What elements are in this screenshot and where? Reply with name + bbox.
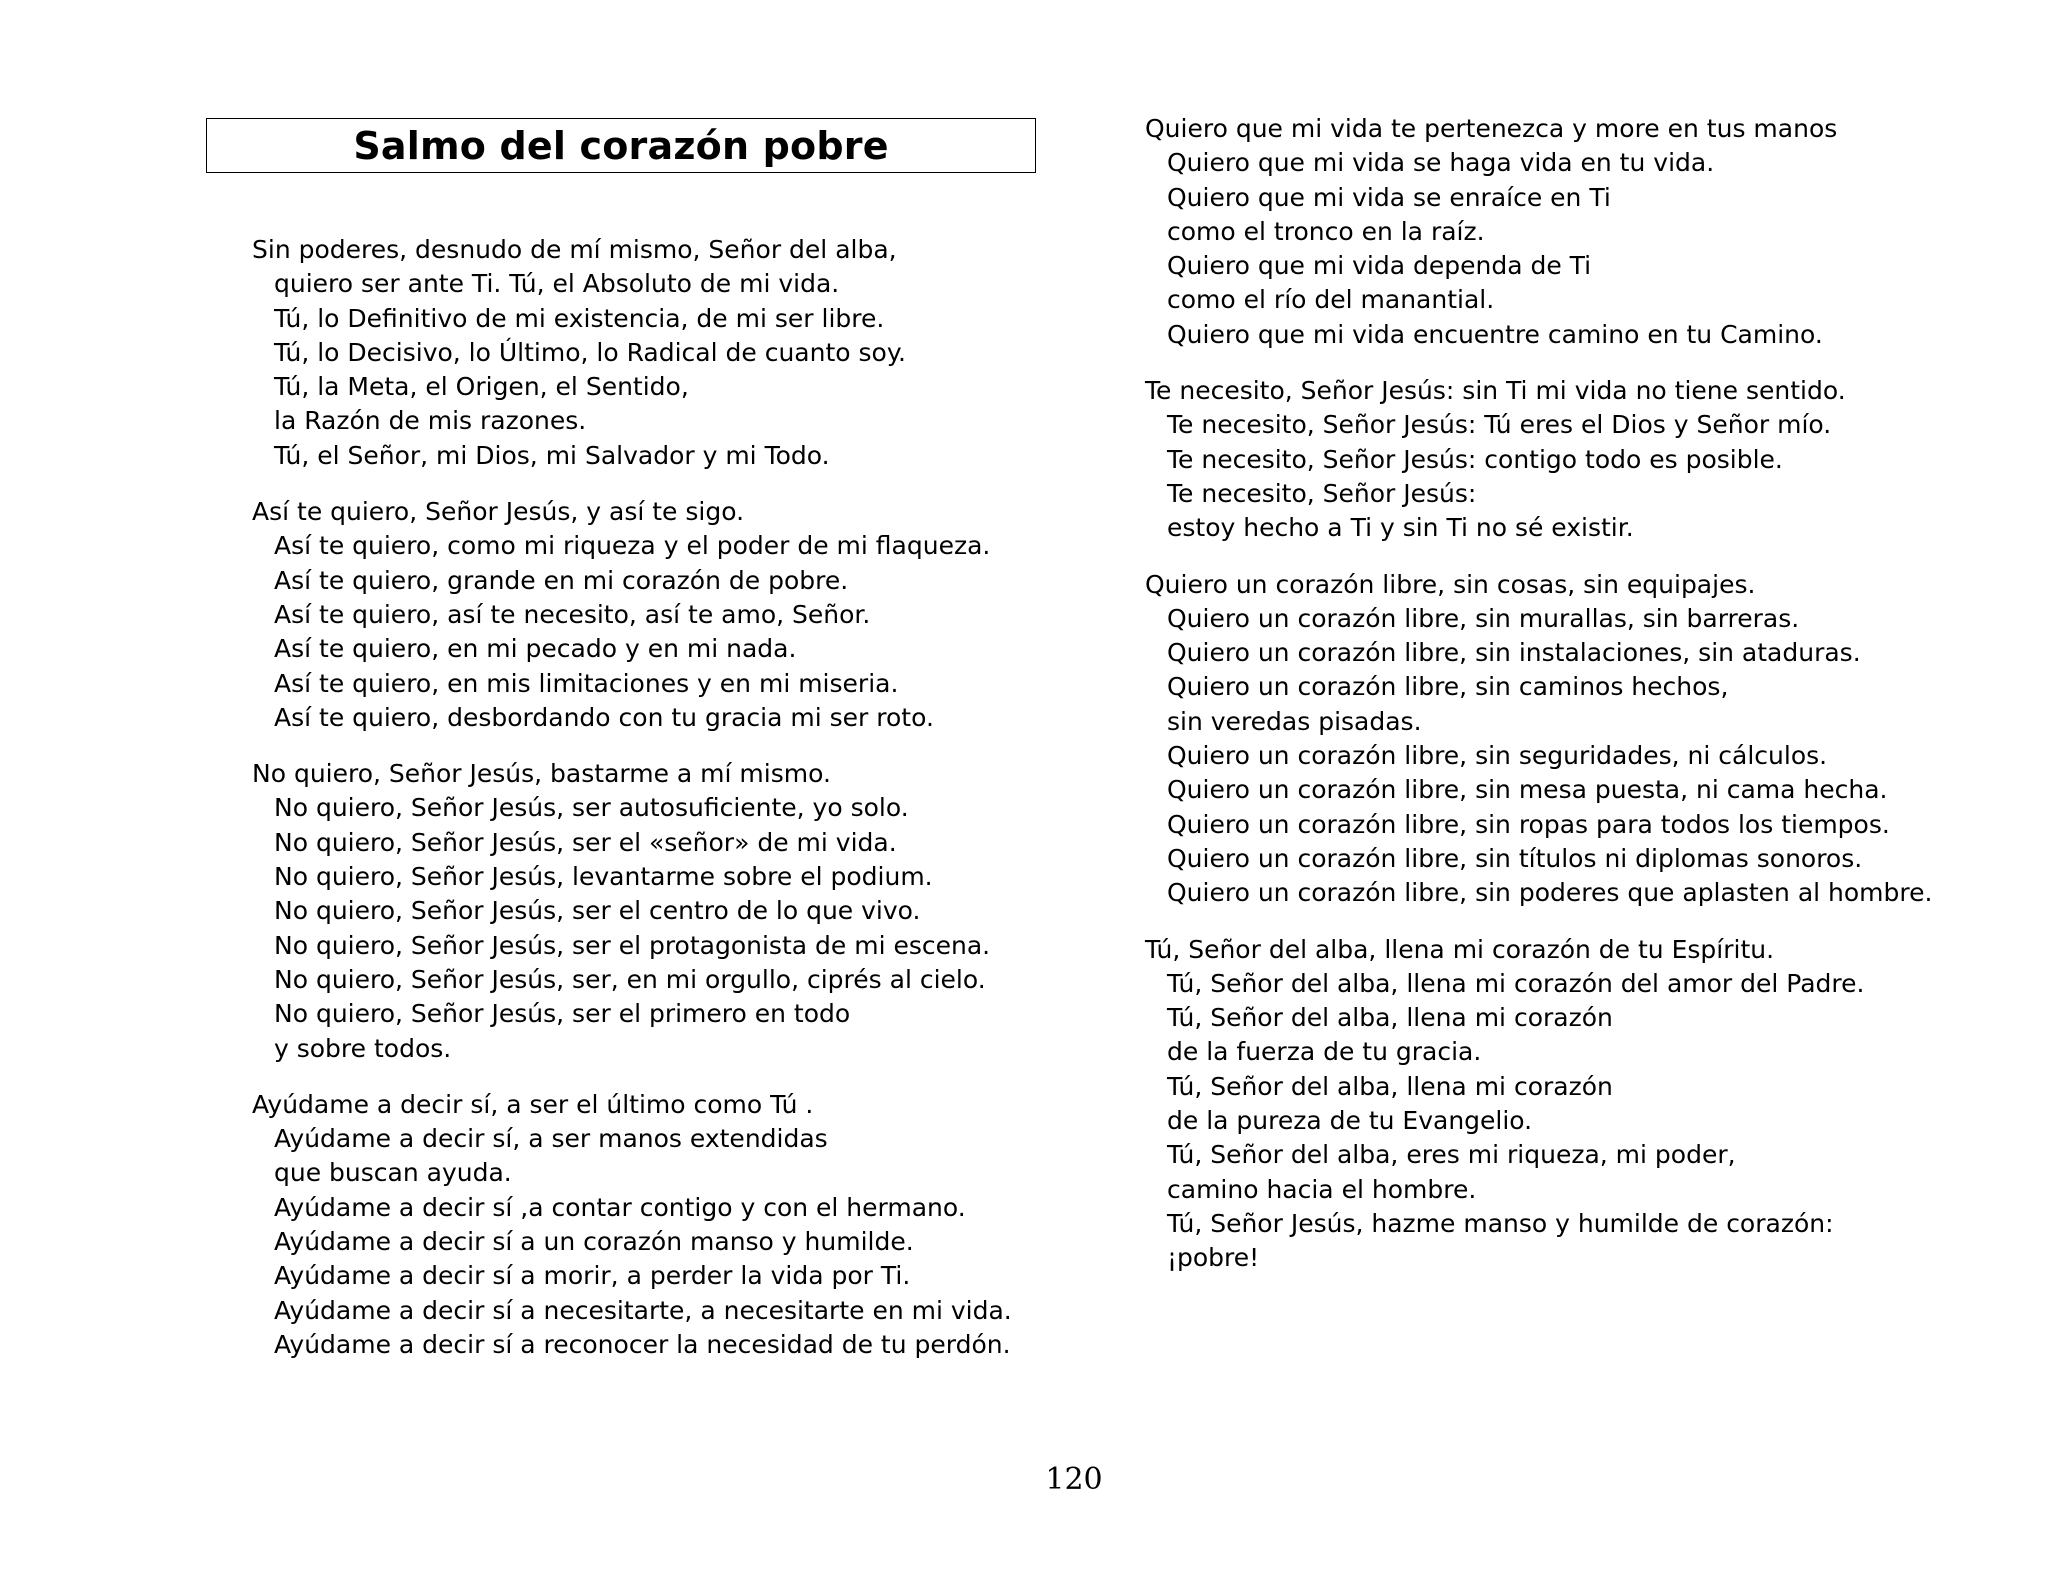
verse-line: Quiero un corazón libre, sin instalaciones, sin ataduras.	[1167, 638, 1861, 668]
verse-line: Ayúdame a decir sí a necesitarte, a necesitarte en mi vida.	[274, 1295, 1012, 1325]
left-column	[252, 233, 1012, 1384]
verse-line: No quiero, Señor Jesús, bastarme a mí mismo.	[252, 759, 831, 789]
verse-line: Quiero que mi vida se haga vida en tu vida.	[1167, 148, 1715, 178]
verse-line: Quiero un corazón libre, sin cosas, sin equipajes.	[1145, 569, 1756, 599]
verse-line: de la pureza de tu Evangelio.	[1167, 1106, 1533, 1136]
verse-line: Quiero que mi vida se enraíce en Ti	[1167, 182, 1611, 212]
verse-line: Quiero que mi vida dependa de Ti	[1167, 251, 1592, 281]
verse-line: Tú, Señor Jesús, hazme manso y humilde de corazón:	[1167, 1208, 1834, 1238]
verse-line: Tú, lo Decisivo, lo Último, lo Radical de cuanto soy.	[274, 337, 906, 367]
verse-line: No quiero, Señor Jesús, ser el «señor» de mi vida.	[274, 827, 897, 857]
page-title: Salmo del corazón pobre	[353, 123, 889, 168]
verse-line: Quiero un corazón libre, sin seguridades, ni cálculos.	[1167, 741, 1828, 771]
verse-line: ¡pobre!	[1167, 1243, 1260, 1273]
verse-line: Quiero un corazón libre, sin títulos ni diplomas sonoros.	[1167, 843, 1863, 873]
stanza	[1145, 112, 1932, 352]
verse-line: Tú, el Señor, mi Dios, mi Salvador y mi Todo.	[274, 440, 830, 470]
verse-line: como el tronco en la raíz.	[1167, 216, 1485, 246]
verse-line: que buscan ayuda.	[274, 1158, 512, 1188]
verse-line: estoy hecho a Ti y sin Ti no sé existir.	[1167, 513, 1634, 543]
verse-line: Así te quiero, Señor Jesús, y así te sigo.	[252, 497, 745, 527]
verse-line: Te necesito, Señor Jesús: Tú eres el Dios y Señor mío.	[1167, 410, 1832, 440]
verse-line: No quiero, Señor Jesús, ser autosuficiente, yo solo.	[274, 793, 909, 823]
verse-line: Quiero que mi vida te pertenezca y more en tus manos	[1145, 114, 1838, 143]
verse-line: Ayúdame a decir sí, a ser manos extendidas	[274, 1124, 828, 1154]
page-number: 120	[1045, 1462, 1103, 1497]
verse-line: Ayúdame a decir sí a morir, a perder la vida por Ti.	[274, 1261, 911, 1291]
verse-line: Ayúdame a decir sí a reconocer la necesidad de tu perdón.	[274, 1329, 1011, 1359]
verse-line: Te necesito, Señor Jesús:	[1167, 478, 1477, 508]
verse-line: Quiero un corazón libre, sin ropas para todos los tiempos.	[1167, 809, 1890, 839]
verse-line: Así te quiero, en mis limitaciones y en mi miseria.	[274, 668, 899, 698]
verse-line: Te necesito, Señor Jesús: contigo todo es posible.	[1167, 444, 1783, 474]
stanza	[252, 495, 1012, 735]
verse-line: Así te quiero, desbordando con tu gracia mi ser roto.	[274, 702, 934, 732]
verse-line: No quiero, Señor Jesús, ser el primero en todo	[274, 999, 851, 1029]
verse-line: Tú, Señor del alba, eres mi riqueza, mi poder,	[1167, 1140, 1736, 1170]
verse-line: Ayúdame a decir sí ,a contar contigo y con el hermano.	[274, 1192, 966, 1222]
title-box	[206, 118, 1036, 173]
verse-line: Así te quiero, así te necesito, así te amo, Señor.	[274, 599, 871, 629]
verse-line: Quiero un corazón libre, sin poderes que aplasten al hombre.	[1167, 878, 1933, 908]
verse-line: Así te quiero, grande en mi corazón de pobre.	[274, 565, 849, 595]
verse-line: Sin poderes, desnudo de mí mismo, Señor del alba,	[252, 235, 897, 264]
verse-line: Quiero un corazón libre, sin mesa puesta, ni cama hecha.	[1167, 775, 1888, 805]
verse-line: Quiero un corazón libre, sin caminos hechos,	[1167, 672, 1729, 702]
stanza	[1145, 933, 1932, 1276]
verse-line: Ayúdame a decir sí, a ser el último como Tú .	[252, 1089, 814, 1119]
verse-line: y sobre todos.	[274, 1033, 452, 1063]
verse-line: No quiero, Señor Jesús, levantarme sobre el podium.	[274, 862, 933, 892]
verse-line: No quiero, Señor Jesús, ser el centro de lo que vivo.	[274, 896, 921, 926]
verse-line: Te necesito, Señor Jesús: sin Ti mi vida no tiene sentido.	[1145, 376, 1846, 406]
stanza	[1145, 374, 1932, 545]
verse-line: Así te quiero, en mi pecado y en mi nada.	[274, 634, 797, 664]
verse-line: No quiero, Señor Jesús, ser, en mi orgullo, ciprés al cielo.	[274, 964, 986, 994]
stanza	[252, 1088, 1012, 1362]
verse-line: Tú, Señor del alba, llena mi corazón de tu Espíritu.	[1145, 934, 1775, 964]
verse-line: Tú, Señor del alba, llena mi corazón	[1167, 1003, 1613, 1033]
verse-line: quiero ser ante Ti. Tú, el Absoluto de mi vida.	[274, 269, 840, 299]
verse-line: camino hacia el hombre.	[1167, 1174, 1477, 1204]
verse-line: No quiero, Señor Jesús, ser el protagonista de mi escena.	[274, 930, 991, 960]
verse-line: de la fuerza de tu gracia.	[1167, 1037, 1482, 1067]
verse-line: Quiero un corazón libre, sin murallas, sin barreras.	[1167, 603, 1800, 633]
stanza	[252, 757, 1012, 1066]
verse-line: sin veredas pisadas.	[1167, 706, 1422, 736]
verse-line: Así te quiero, como mi riqueza y el poder de mi flaqueza.	[274, 531, 991, 561]
verse-line: Tú, Señor del alba, llena mi corazón	[1167, 1071, 1613, 1101]
verse-line: Tú, Señor del alba, llena mi corazón del amor del Padre.	[1167, 968, 1865, 998]
verse-line: Tú, la Meta, el Origen, el Sentido,	[274, 372, 689, 402]
stanza	[1145, 568, 1932, 911]
verse-line: Ayúdame a decir sí a un corazón manso y humilde.	[274, 1227, 914, 1257]
verse-line: Tú, lo Definitivo de mi existencia, de mi ser libre.	[274, 303, 885, 333]
verse-line: Quiero que mi vida encuentre camino en tu Camino.	[1167, 319, 1823, 349]
verse-line: la Razón de mis razones.	[274, 406, 587, 436]
stanza	[252, 233, 1012, 473]
right-column	[1145, 112, 1932, 1298]
verse-line: como el río del manantial.	[1167, 285, 1495, 315]
